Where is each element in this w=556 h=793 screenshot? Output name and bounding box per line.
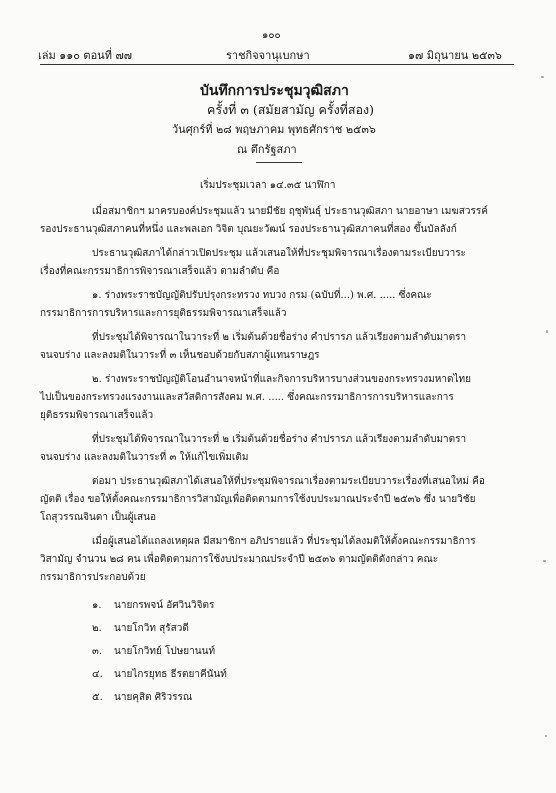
paragraph-line: ญัตติ เรื่อง ขอให้ตั้งคณะกรรมาธิการวิสามัญเพื่อติดตามการใช้งบประมาณประจำปี ๒๕๓๖ ซึ่ง นายวิชัย	[40, 494, 476, 505]
publication-name: ราชกิจจานุเบกษา	[226, 49, 310, 62]
list-item	[92, 690, 192, 705]
member-number: ๕.	[92, 692, 103, 703]
member-name: นายโกวิท สุรัสวดี	[114, 623, 189, 634]
page-number: ๑๐๐	[262, 30, 281, 41]
scan-speck	[543, 560, 546, 562]
list-item	[92, 667, 227, 682]
title-divider	[256, 162, 302, 163]
header-rule	[40, 64, 514, 65]
paragraph-line: ประธานวุฒิสภาได้กล่าวเปิดประชุม แล้วเสนอให้ที่ประชุมพิจารณาเรื่องตามระเบียบวาระ	[92, 248, 466, 259]
meeting-venue: ณ ตึกรัฐสภา	[237, 143, 297, 156]
member-name: นายคุสิต ศิริวรรณ	[114, 692, 193, 703]
paragraph-line: ๑. ร่างพระราชบัญญัติปรับปรุงกระทรวง ทบวง กรม (ฉบับที่...) พ.ศ. ..... ซึ่งคณะ	[92, 290, 432, 301]
meeting-date: วันศุกร์ที่ ๒๘ พฤษภาคม พุทธศักราช ๒๕๓๖	[172, 123, 376, 136]
member-name: นายโกวิทย์ โปษยานนท์	[114, 646, 216, 657]
list-item	[92, 621, 189, 636]
paragraph-line: ยุติธรรมพิจารณาเสร็จแล้ว	[40, 410, 154, 421]
volume-label: เล่ม ๑๑๐ ตอนที่ ๗๗	[38, 49, 132, 62]
paragraph-line: เมื่อผู้เสนอได้แถลงเหตุผล มีสมาชิกฯ อภิปรายแล้ว ที่ประชุมได้ลงมติให้ตั้งคณะกรรมาธิการ	[92, 536, 476, 547]
start-time: เริ่มประชุมเวลา ๑๔.๓๕ นาฬิกา	[200, 180, 336, 191]
paragraph-line: โถสุวรรณจินดา เป็นผู้เสนอ	[40, 512, 156, 523]
member-number: ๒.	[92, 623, 102, 634]
paragraph-line: ๒. ร่างพระราชบัญญัติโอนอำนาจหน้าที่และกิจการบริหารบางส่วนของกระทรวงมหาดไทย	[92, 374, 471, 385]
session-line: ครั้งที่ ๓ (สมัยสามัญ ครั้งที่สอง)	[207, 102, 375, 117]
member-number: ๑.	[92, 600, 102, 611]
paragraph-line: กรรมาธิการการบริหารและการยุติธรรมพิจารณาเสร็จแล้ว	[40, 308, 287, 319]
paragraph-line: ต่อมา ประธานวุฒิสภาได้เสนอให้ที่ประชุมพิจารณาเรื่องตามระเบียบวาระเรื่องที่เสนอใหม่ คือ	[92, 476, 485, 487]
member-name: นายกรพจน์ อัศวินวิจิตร	[114, 600, 215, 611]
member-name: นายไกรยุทธ ธีรตยาคีนันท์	[114, 669, 227, 680]
paragraph-line: กรรมาธิการประกอบด้วย	[40, 572, 146, 583]
paragraph-line: ที่ประชุมได้พิจารณาในวาระที่ ๒ เริ่มต้นด้วยชื่อร่าง คำปรารภ แล้วเรียงตามลำดับมาตรา	[92, 332, 467, 343]
scan-speck	[541, 76, 544, 78]
paragraph-line: จนจบร่าง และลงมติในวาระที่ ๓ เห็นชอบด้วยกับสภาผู้แทนราษฎร	[40, 350, 320, 361]
paragraph-line: จนจบร่าง และลงมติในวาระที่ ๓ ให้แก้ไขเพิ่มเติม	[40, 452, 249, 463]
member-number: ๔.	[92, 669, 103, 680]
scan-speck	[545, 735, 547, 737]
paragraph-line: วิสามัญ จำนวน ๒๘ คน เพื่อติดตามการใช้งบประมาณประจำปี ๒๕๓๖ ตามญัตติดังกล่าว คณะ	[40, 554, 439, 565]
document-title: บันทึกการประชุมวุฒิสภา	[200, 83, 349, 99]
paragraph-line: รองประธานวุฒิสภาคนที่หนึ่ง และพลเอก วิจิต บุณยะวัฒน์ รองประธานวุฒิสภาคนที่สอง ขึ้นบัลลังก์	[40, 224, 457, 235]
paragraph-line: ที่ประชุมได้พิจารณาในวาระที่ ๒ เริ่มต้นด้วยชื่อร่าง คำปรารภ แล้วเรียงตามลำดับมาตรา	[92, 434, 467, 445]
list-item	[92, 598, 214, 613]
member-number: ๓.	[92, 646, 103, 657]
paragraph-line: เรื่องที่คณะกรรมาธิการพิจารณาเสร็จแล้ว ตามลำดับ คือ	[40, 266, 280, 277]
paragraph-line: ไปเป็นของกระทรวงแรงงานและสวัสดิการสังคม พ.ศ. ..... ซึ่งคณะกรรมาธิการการบริหารและการ	[40, 392, 454, 403]
issue-date: ๑๗ มิถุนายน ๒๕๓๖	[408, 49, 502, 62]
list-item	[92, 644, 215, 659]
paragraph-line: เมื่อสมาชิกฯ มาครบองค์ประชุมแล้ว นายมีชัย ฤชุพันธุ์ ประธานวุฒิสภา นายอาษา เมฆสวรรค์	[92, 206, 488, 217]
scan-speck	[546, 330, 548, 333]
